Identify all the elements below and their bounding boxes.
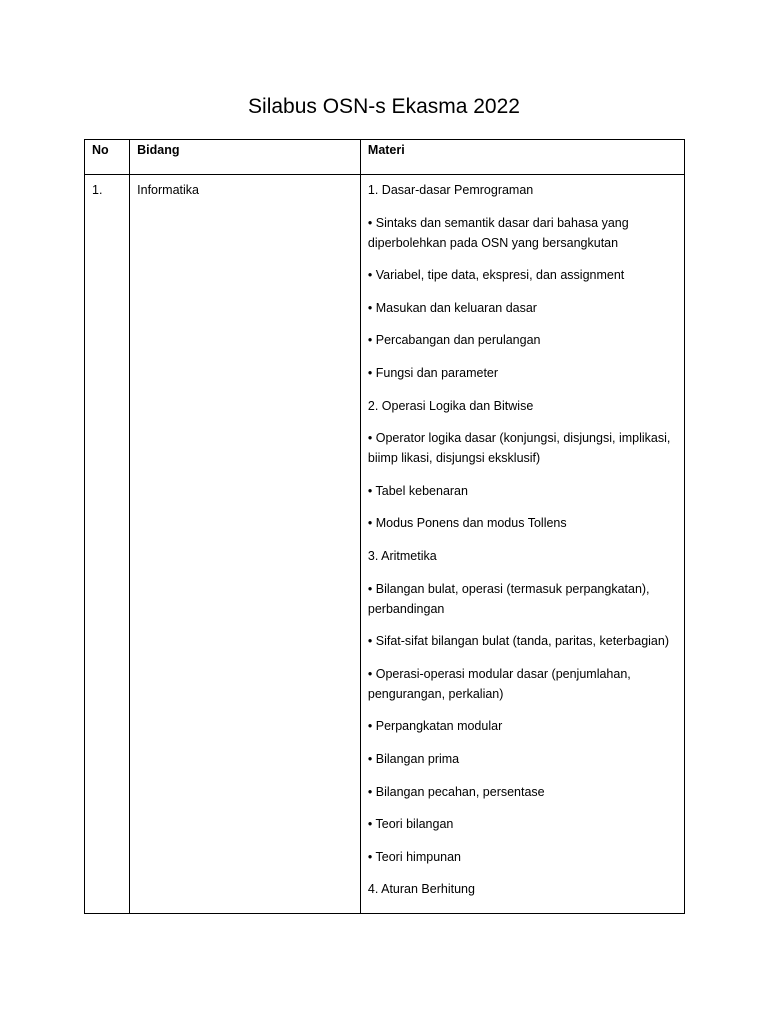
materi-item: • Tabel kebenaran <box>367 483 468 498</box>
materi-item: • Sifat-sifat bilangan bulat (tanda, paritas, keterbagian) <box>367 634 669 649</box>
materi-item: • Percabangan dan perulangan <box>367 333 541 348</box>
materi-item: 3. Aritmetika <box>367 548 437 563</box>
materi-item: • Bilangan pecahan, persentase <box>367 784 545 799</box>
header-no: No <box>85 140 130 175</box>
materi-item: • Perpangkatan modular <box>367 719 503 734</box>
header-bidang: Bidang <box>130 140 361 175</box>
materi-item: • Fungsi dan parameter <box>367 365 499 380</box>
materi-item: 1. Dasar-dasar Pemrograman <box>367 183 534 197</box>
header-materi: Materi <box>360 140 684 175</box>
cell-bidang: Informatika <box>130 175 361 914</box>
materi-list <box>368 180 677 899</box>
cell-no: 1. <box>85 175 130 914</box>
materi-item: • Masukan dan keluaran dasar <box>367 300 537 315</box>
cell-materi <box>360 175 684 914</box>
table-row <box>85 175 685 914</box>
document-title: Silabus OSN-s Ekasma 2022 <box>248 95 520 118</box>
materi-item: • Sintaks dan semantik dasar dari bahasa yang diperbolehkan pada OSN yang bersangkutan <box>367 215 629 250</box>
materi-item: • Bilangan prima <box>367 751 460 766</box>
materi-item: • Modus Ponens dan modus Tollens <box>367 516 567 531</box>
materi-item: • Variabel, tipe data, ekspresi, dan assignment <box>367 268 625 283</box>
materi-item: • Teori himpunan <box>367 849 461 864</box>
syllabus-table <box>84 139 685 914</box>
materi-item: • Operator logika dasar (konjungsi, disjungsi, implikasi, biimp likasi, disjungsi eksklusif) <box>367 431 671 466</box>
table-header-row <box>85 140 685 175</box>
materi-item: 2. Operasi Logika dan Bitwise <box>367 398 534 413</box>
materi-item: 4. Aturan Berhitung <box>367 882 475 897</box>
materi-item: • Teori bilangan <box>367 817 454 832</box>
materi-item: • Operasi-operasi modular dasar (penjumlahan, pengurangan, perkalian) <box>367 666 631 701</box>
materi-item: • Bilangan bulat, operasi (termasuk perpangkatan), perbandingan <box>367 581 650 616</box>
